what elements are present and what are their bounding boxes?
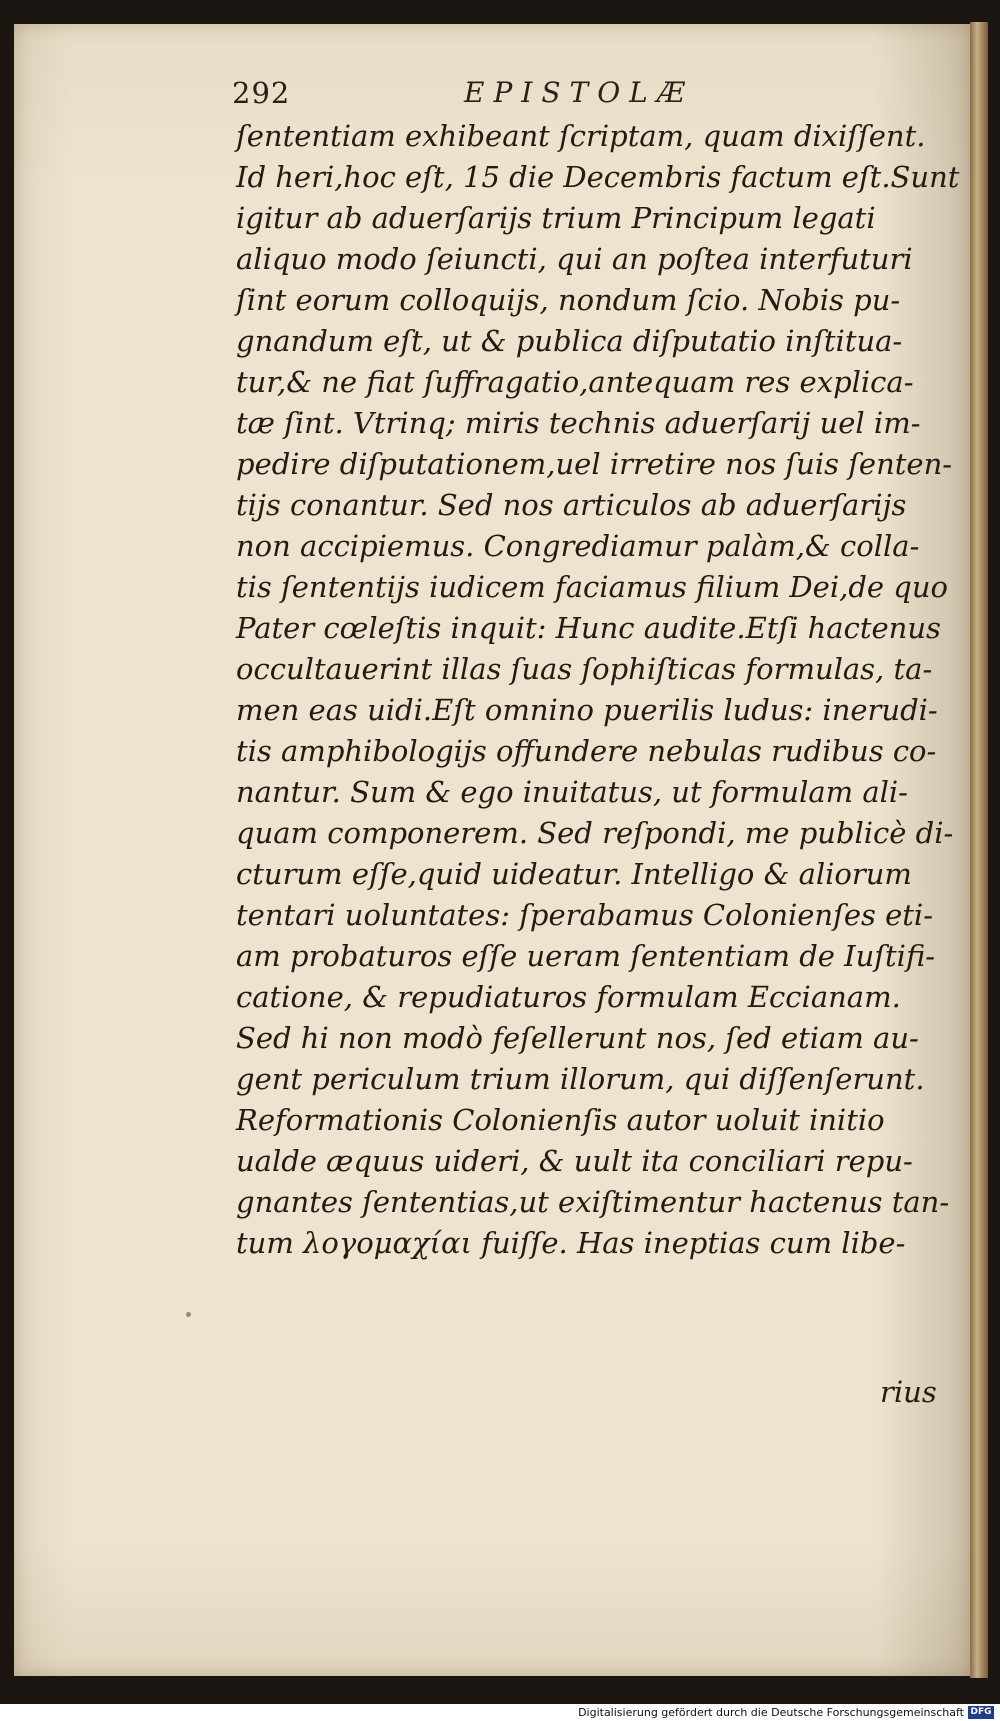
text-line: tijs conantur. Sed nos articulos ab aduerſarijs [236,488,907,522]
text-line: cturum eſſe,quid uideatur. Intelligo & aliorum [236,857,912,891]
text-line: quam componerem. Sed reſpondi, me publicè di- [236,816,954,850]
text-line: tis ſententijs iudicem faciamus filium Dei,de quo [236,570,948,604]
text-line: non accipiemus. Congrediamur palàm,& colla- [236,529,920,563]
page-number: 292 [232,76,291,110]
text-line: men eas uidi.Eſt omnino puerilis ludus: inerudi- [236,693,938,727]
text-line: nantur. Sum & ego inuitatus, ut formulam ali- [236,775,908,809]
text-line: occultauerint illas ſuas ſophiſticas formulas, ta- [236,652,933,686]
text-line: Reformationis Colonienſis autor uoluit initio [236,1103,885,1137]
text-line: tæ ſint. Vtrinq; miris technis aduerſarij uel im- [236,406,921,440]
text-line: aliquo modo ſeiuncti, qui an poſtea interfuturi [236,242,913,276]
text-line: tentari uoluntates: ſperabamus Colonienſes eti- [236,898,933,932]
margin-mark [186,1312,191,1317]
catchword: rius [880,1375,937,1409]
body-text [236,116,960,1264]
text-line: Sed hi non modò feſellerunt nos, ſed etiam au- [236,1021,919,1055]
text-line: gnandum eſt, ut & publica diſputatio inſtitua- [236,324,903,358]
text-line: tum λογομαχίαι fuiſſe. Has ineptias cum libe- [236,1226,906,1260]
dfg-logo-icon: DFG [968,1706,994,1719]
text-line: Id heri,hoc eſt, 15 die Decembris factum eſt.Sunt [236,160,960,194]
text-line: Pater cœleſtis inquit: Hunc audite.Etſi hactenus [236,611,941,645]
running-title: EPISTOLÆ [464,76,694,109]
text-line: igitur ab aduerſarijs trium Principum legati [236,201,876,235]
text-line: ſint eorum colloquijs, nondum ſcio. Nobis pu- [236,283,901,317]
text-line: ſententiam exhibeant ſcriptam, quam dixiſſent. [236,119,926,153]
text-line: pedire diſputationem,uel irretire nos ſuis ſenten- [236,447,953,481]
running-head [232,76,932,116]
text-line: gnantes ſententias,ut exiſtimentur hactenus tan- [236,1185,950,1219]
page-edge [970,22,988,1678]
text-line: gent periculum trium illorum, qui diſſenſerunt. [236,1062,925,1096]
digitization-credit: Digitalisierung gefördert durch die Deutsche Forschungsgemeinschaft [578,1706,964,1719]
text-line: tis amphibologijs offundere nebulas rudibus co- [236,734,937,768]
text-line: catione, & repudiaturos formulam Eccianam. [236,980,901,1014]
text-line: am probaturos eſſe ueram ſententiam de Iuſtifi- [236,939,936,973]
text-line: tur,& ne fiat ſuffragatio,antequam res explica- [236,365,914,399]
text-line: ualde æquus uideri, & uult ita conciliari repu- [236,1144,913,1178]
